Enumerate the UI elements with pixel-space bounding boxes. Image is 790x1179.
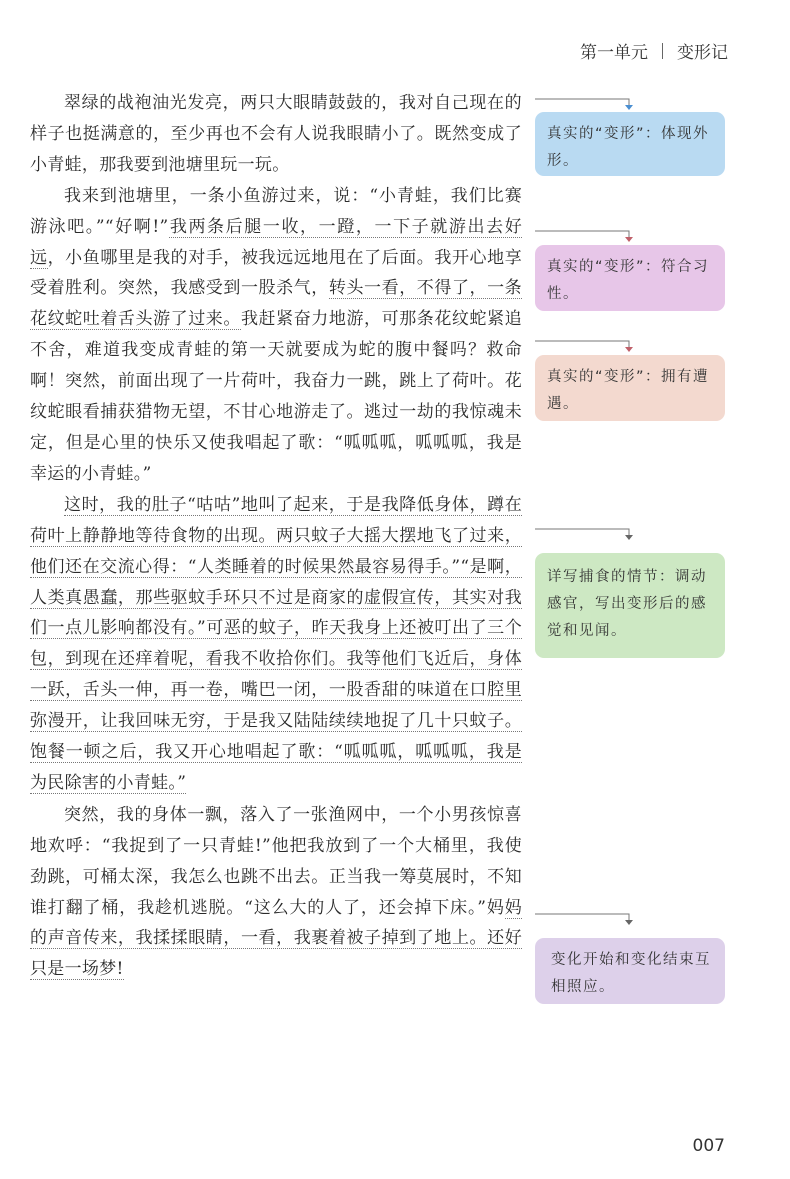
header-divider — [662, 43, 663, 59]
note-4-text: 详写捕食的情节：调动感官，写出变形后的感觉和见闻。 — [547, 569, 707, 639]
paragraph-2-text-end: 我赶紧奋力地游，可那条花纹蛇紧追不舍，难道我变成青蛙的第一天就要成为蛇的腹中餐吗？救命啊！突然，前面出现了一片荷叶，我奋力一跳，跳上了荷叶。花纹蛇眼看捕获猎物无望，不甘心地游走了。逃过一劫的我惊魂未定，但是心里的快乐又使我唱起了歌：“呱呱呱，呱呱呱，我是幸运的小青蛙。” — [30, 309, 522, 484]
note-1 — [535, 112, 725, 176]
paragraph-1 — [30, 88, 522, 181]
note-2-arrow-icon — [625, 237, 633, 242]
paragraph-4-underline: 妈的声音传来，我揉揉眼睛，一看，我裹着被子掉到了地上。还好只是一场梦! — [30, 897, 522, 980]
note-3-connector — [533, 339, 633, 353]
note-1-arrow-icon — [625, 105, 633, 110]
article-body — [30, 88, 522, 985]
running-header — [580, 38, 728, 63]
note-2-text: 真实的“变形”：符合习性。 — [547, 259, 710, 302]
note-1-text: 真实的“变形”：体现外形。 — [547, 126, 710, 169]
paragraph-2-text-mid: ，小鱼哪里是我的对手，被我远远地甩在了后面。我开心地享受着胜利。突然，我感受到一股杀气， — [30, 247, 522, 299]
paragraph-2-underline-2: 转头一看，不得了，一条花纹蛇吐着舌头游了过来。 — [30, 278, 522, 330]
note-5-arrow-icon — [625, 920, 633, 925]
note-4-arrow-icon — [625, 535, 633, 540]
note-5-text: 变化开始和变化结束互相照应。 — [551, 952, 711, 995]
chapter-title: 变形记 — [677, 43, 728, 63]
unit-label: 第一单元 — [580, 43, 648, 63]
note-4 — [535, 553, 725, 658]
note-3-arrow-icon — [625, 347, 633, 352]
note-4-connector — [533, 527, 633, 541]
note-5-connector — [533, 912, 633, 926]
paragraph-3-underline: 这时，我的肚子“咕咕”地叫了起来，于是我降低身体，蹲在荷叶上静静地等待食物的出现。两只蚊子大摇大摆地飞了过来，他们还在交流心得：“人类睡着的时候果然最容易得手。”“是啊，人类真愚蠢，那些驱蚊手环只不过是商家的虚假宣传，其实对我们一点儿影响都没有。”可恶的蚊子，昨天我身上还被叮出了三个包，到现在还痒着呢，看我不收拾你们。我等他们飞近后，身体一跃，舌头一伸，再一卷，嘴巴一闭，一股香甜的味道在口腔里弥漫开，让我回味无穷，于是我又陆陆续续地捉了几十只蚊子。饱餐一顿之后，我又开心地唱起了歌：“呱呱呱，呱呱呱，我是为民除害的小青蛙。” — [30, 494, 522, 793]
paragraph-1-text: 翠绿的战袍油光发亮，两只大眼睛鼓鼓的，我对自己现在的样子也挺满意的，至少再也不会有人说我眼睛小了。既然变成了小青蛙，那我要到池塘里玩一玩。 — [30, 93, 522, 175]
paragraph-2 — [30, 181, 522, 490]
note-2 — [535, 245, 725, 311]
note-1-connector — [533, 97, 633, 111]
note-3 — [535, 355, 725, 421]
paragraph-2-text: 我来到池塘里，一条小鱼游过来，说：“小青蛙，我们比赛游泳吧。”“好啊!” — [30, 185, 522, 237]
page-number: 007 — [692, 1136, 725, 1156]
paragraph-2-underline: 我两条后腿一收，一蹬，一下子就游出去好远 — [30, 216, 522, 268]
note-5 — [535, 938, 725, 1004]
paragraph-4-text: 突然，我的身体一飘，落入了一张渔网中，一个小男孩惊喜地欢呼：“我捉到了一只青蛙!”他把我放到了一个大桶里，我使劲跳，可桶太深，我怎么也跳不出去。正当我一筹莫展时，不知谁打翻了桶，我趁机逃脱。“这么大的人了，还会掉下床。”妈 — [30, 804, 522, 918]
note-2-connector — [533, 229, 633, 243]
paragraph-4 — [30, 800, 522, 985]
note-3-text: 真实的“变形”：拥有遭遇。 — [547, 369, 710, 412]
paragraph-3 — [30, 490, 522, 799]
